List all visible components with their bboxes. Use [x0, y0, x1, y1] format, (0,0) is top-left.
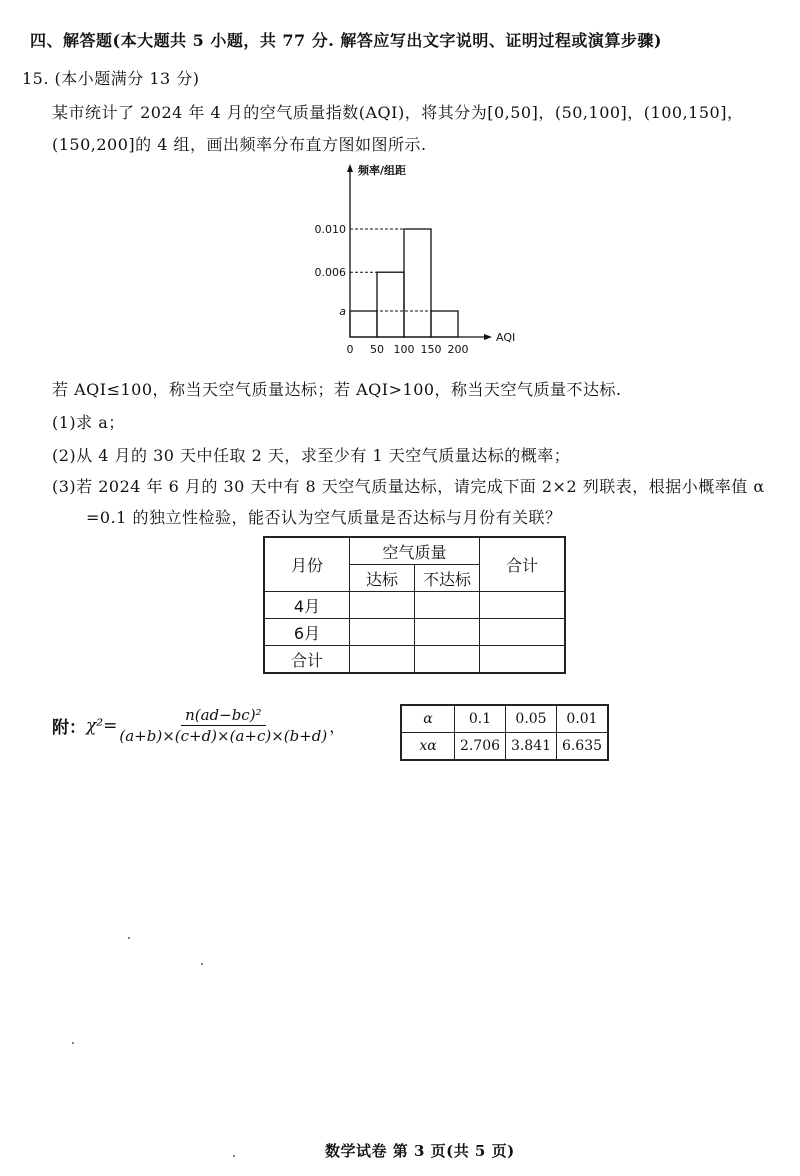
scan-speck: [128, 937, 130, 939]
x-axis-arrow: [484, 334, 492, 340]
standard-statement: 若 AQI≤100，称当天空气质量达标；若 AQI>100，称当天空气质量不达标.: [52, 380, 622, 399]
cell-blank: [350, 646, 415, 674]
appendix-formula: [52, 706, 345, 745]
appendix-label: 附：: [52, 718, 86, 738]
y-axis-arrow: [347, 164, 353, 172]
question-1: (1)求 a；: [52, 413, 125, 432]
histogram-bar: [431, 311, 458, 337]
frequency-histogram: [310, 160, 530, 360]
scan-speck: [233, 1155, 235, 1157]
histogram-labels: [315, 163, 516, 356]
table-row: [264, 619, 565, 646]
x-tick-label: 50: [370, 343, 384, 356]
cell-blank: [415, 619, 480, 646]
row-label-april: 4月: [264, 592, 350, 619]
total-header: 合计: [480, 537, 566, 592]
cell-blank: [350, 619, 415, 646]
histogram-bar: [377, 272, 404, 337]
chi-square-symbol: χ²=: [86, 715, 118, 736]
page-footer: 数学试卷 第 3 页(共 5 页): [325, 1142, 515, 1160]
problem-intro-line-1: 某市统计了 2024 年 4 月的空气质量指数(AQI)，将其分为[0,50]，(50,100]，(100,150]，: [52, 103, 744, 122]
alpha-value: 0.05: [506, 705, 557, 733]
cell-blank: [415, 646, 480, 674]
quality-header: 空气质量: [350, 537, 480, 565]
row-label-june: 6月: [264, 619, 350, 646]
alpha-value: 0.01: [557, 705, 609, 733]
table-row: [264, 592, 565, 619]
question-3-line-1: (3)若 2024 年 6 月的 30 天中有 8 天空气质量达标，请完成下面 2×2 列联表，根据小概率值 α: [52, 477, 765, 496]
histogram-axes: [347, 164, 492, 340]
x-alpha-value: 2.706: [455, 733, 506, 761]
x-tick-label: 150: [420, 343, 442, 356]
chi-square-fraction: [119, 706, 327, 745]
x-tick-label: 100: [393, 343, 415, 356]
x-axis-label: AQI: [496, 331, 516, 344]
formula-trailing-comma: ，: [329, 717, 346, 736]
question-3-line-2: =0.1 的独立性检验，能否认为空气质量是否达标与月份有关联？: [86, 508, 562, 527]
contingency-table: [263, 536, 566, 674]
x-alpha-value: 3.841: [506, 733, 557, 761]
cell-blank: [415, 592, 480, 619]
cell-blank: [350, 592, 415, 619]
alpha-header: α: [401, 705, 455, 733]
histogram-bars: [350, 229, 458, 337]
sub-header-standard: 达标: [350, 565, 415, 592]
y-tick-label: a: [339, 305, 346, 318]
y-tick-label: 0.010: [314, 223, 346, 236]
x-alpha-value: 6.635: [557, 733, 609, 761]
histogram-bar: [350, 311, 377, 337]
table-row: [264, 646, 565, 674]
y-tick-label: 0.006: [314, 266, 346, 280]
scan-speck: [72, 1042, 74, 1044]
problem-intro-line-2: (150,200]的 4 组，画出频率分布直方图如图所示.: [52, 135, 427, 154]
x-tick-label: 200: [447, 343, 469, 356]
cell-blank: [480, 619, 566, 646]
sub-header-substandard: 不达标: [415, 565, 480, 592]
alpha-value: 0.1: [455, 705, 506, 733]
question-2: (2)从 4 月的 30 天中任取 2 天，求至少有 1 天空气质量达标的概率；: [52, 446, 571, 465]
fraction-numerator: n(ad−bc)²: [181, 706, 266, 726]
section-heading: 四、解答题(本大题共 5 小题，共 77 分. 解答应写出文字说明、证明过程或演算步骤): [30, 31, 662, 50]
scan-speck: [201, 963, 203, 965]
month-header: 月份: [264, 537, 350, 592]
y-axis-label: 频率/组距: [358, 164, 407, 177]
critical-value-table: [400, 704, 609, 761]
x-tick-label: 0: [346, 343, 354, 356]
cell-blank: [480, 646, 566, 674]
fraction-denominator: (a+b)×(c+d)×(a+c)×(b+d): [119, 727, 328, 745]
row-label-total: 合计: [264, 646, 350, 674]
cell-blank: [480, 592, 566, 619]
x-alpha-header: xα: [401, 733, 455, 761]
histogram-bar: [404, 229, 431, 337]
problem-number: 15. (本小题满分 13 分): [22, 69, 200, 88]
